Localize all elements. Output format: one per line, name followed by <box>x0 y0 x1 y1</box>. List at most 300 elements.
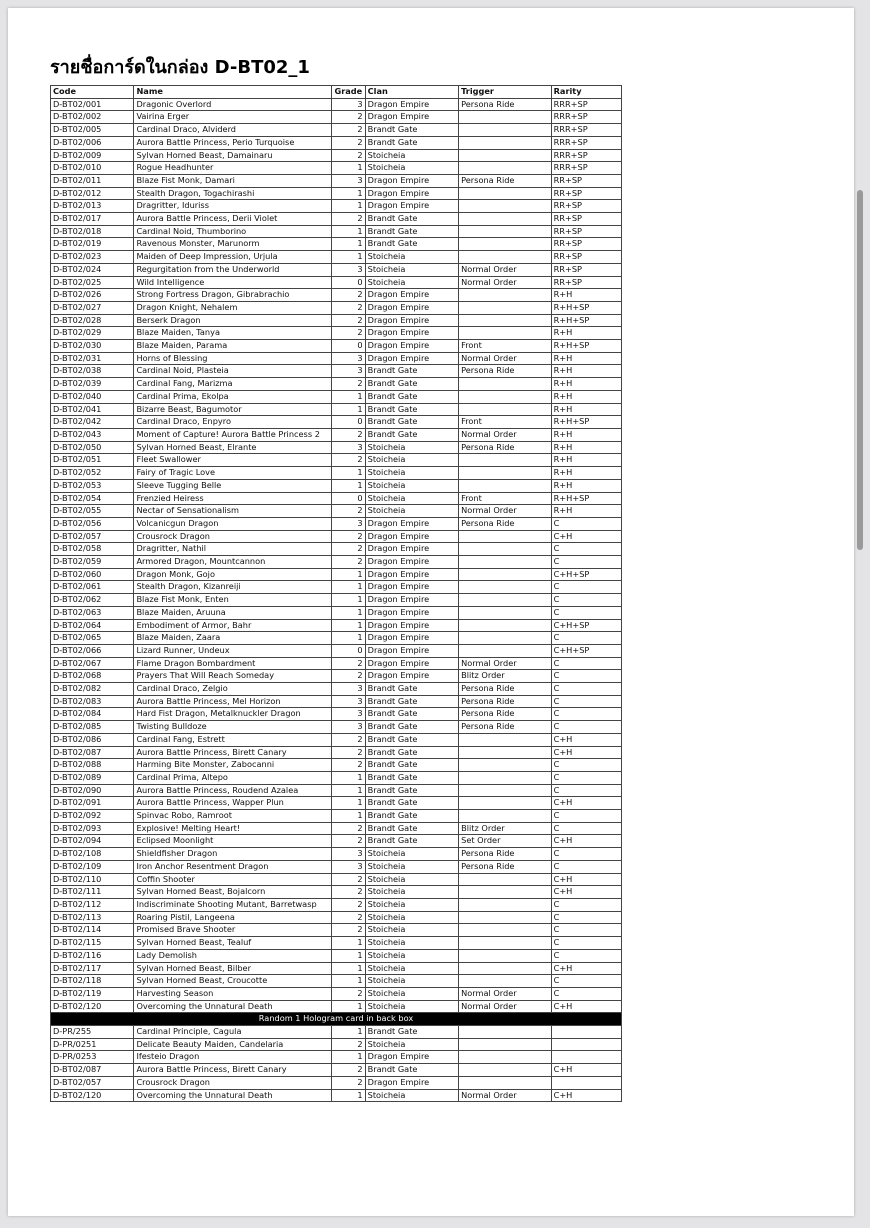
cell-code: D-BT02/043 <box>51 428 134 441</box>
cell-trigger <box>459 543 551 556</box>
cell-trigger: Normal Order <box>459 276 551 289</box>
header-rarity: Rarity <box>551 86 621 99</box>
cell-trigger: Persona Ride <box>459 721 551 734</box>
cell-clan: Dragon Empire <box>365 314 458 327</box>
cell-rarity: C+H <box>551 530 621 543</box>
cell-clan: Brandt Gate <box>365 428 458 441</box>
cell-grade: 0 <box>332 416 365 429</box>
table-header-row <box>51 86 622 99</box>
cell-code: D-BT02/011 <box>51 174 134 187</box>
cell-grade: 2 <box>332 136 365 149</box>
cell-code: D-BT02/110 <box>51 873 134 886</box>
cell-name: Promised Brave Shooter <box>134 924 332 937</box>
cell-trigger <box>459 771 551 784</box>
table-row <box>51 784 622 797</box>
table-row <box>51 187 622 200</box>
cell-code: D-BT02/039 <box>51 378 134 391</box>
cell-trigger <box>459 378 551 391</box>
cell-grade: 1 <box>332 403 365 416</box>
cell-grade: 2 <box>332 556 365 569</box>
cell-name: Sylvan Horned Beast, Bilber <box>134 962 332 975</box>
cell-name: Dragritter, Iduriss <box>134 200 332 213</box>
cell-trigger <box>459 911 551 924</box>
cell-name: Bizarre Beast, Bagumotor <box>134 403 332 416</box>
cell-code: D-BT02/108 <box>51 848 134 861</box>
cell-trigger <box>459 162 551 175</box>
table-row <box>51 378 622 391</box>
cell-trigger: Front <box>459 492 551 505</box>
cell-grade: 1 <box>332 606 365 619</box>
cell-grade: 3 <box>332 517 365 530</box>
cell-rarity: C <box>551 759 621 772</box>
header-name: Name <box>134 86 332 99</box>
cell-trigger <box>459 467 551 480</box>
cell-grade: 1 <box>332 200 365 213</box>
cell-name: Lady Demolish <box>134 949 332 962</box>
table-row <box>51 1076 622 1089</box>
cell-code: D-BT02/116 <box>51 949 134 962</box>
cell-trigger <box>459 568 551 581</box>
table-row <box>51 670 622 683</box>
cell-name: Delicate Beauty Maiden, Candelaria <box>134 1038 332 1051</box>
cell-code: D-BT02/060 <box>51 568 134 581</box>
cell-name: Spinvac Robo, Ramroot <box>134 810 332 823</box>
cell-rarity: C <box>551 911 621 924</box>
cell-trigger <box>459 619 551 632</box>
cell-code: D-PR/0253 <box>51 1051 134 1064</box>
cell-name: Sleeve Tugging Belle <box>134 479 332 492</box>
cell-clan: Stoicheia <box>365 263 458 276</box>
cell-rarity: C+H <box>551 733 621 746</box>
cell-grade: 2 <box>332 822 365 835</box>
table-row <box>51 390 622 403</box>
cell-rarity: C <box>551 975 621 988</box>
cell-grade: 0 <box>332 644 365 657</box>
table-row <box>51 1000 622 1013</box>
cell-rarity: C <box>551 683 621 696</box>
table-body <box>51 98 622 1102</box>
cell-grade: 1 <box>332 619 365 632</box>
cell-code: D-BT02/024 <box>51 263 134 276</box>
cell-code: D-BT02/017 <box>51 213 134 226</box>
cell-trigger <box>459 479 551 492</box>
cell-trigger <box>459 124 551 137</box>
table-row <box>51 124 622 137</box>
cell-trigger <box>459 187 551 200</box>
cell-clan: Stoicheia <box>365 492 458 505</box>
cell-clan: Stoicheia <box>365 1038 458 1051</box>
cell-trigger <box>459 594 551 607</box>
cell-grade: 2 <box>332 149 365 162</box>
table-row <box>51 848 622 861</box>
cell-name: Eclipsed Moonlight <box>134 835 332 848</box>
cell-grade: 2 <box>332 911 365 924</box>
cell-trigger: Persona Ride <box>459 365 551 378</box>
cell-rarity: C+H+SP <box>551 619 621 632</box>
cell-grade: 2 <box>332 301 365 314</box>
cell-name: Horns of Blessing <box>134 352 332 365</box>
cell-rarity: RR+SP <box>551 187 621 200</box>
table-row <box>51 162 622 175</box>
cell-rarity: R+H <box>551 327 621 340</box>
table-row <box>51 467 622 480</box>
cell-clan: Brandt Gate <box>365 136 458 149</box>
cell-trigger <box>459 556 551 569</box>
cell-grade: 2 <box>332 886 365 899</box>
cell-clan: Dragon Empire <box>365 98 458 111</box>
table-row <box>51 314 622 327</box>
cell-rarity: C+H <box>551 1064 621 1077</box>
cell-rarity: R+H+SP <box>551 416 621 429</box>
cell-code: D-BT02/090 <box>51 784 134 797</box>
cell-clan: Dragon Empire <box>365 556 458 569</box>
cell-grade: 2 <box>332 1064 365 1077</box>
table-row <box>51 899 622 912</box>
cell-clan: Dragon Empire <box>365 111 458 124</box>
cell-grade: 2 <box>332 111 365 124</box>
cell-clan: Dragon Empire <box>365 632 458 645</box>
cell-grade: 3 <box>332 721 365 734</box>
table-row <box>51 441 622 454</box>
cell-trigger <box>459 746 551 759</box>
cell-name: Harming Bite Monster, Zabocanni <box>134 759 332 772</box>
table-row <box>51 771 622 784</box>
cell-rarity: R+H+SP <box>551 492 621 505</box>
cell-trigger <box>459 784 551 797</box>
table-row <box>51 1038 622 1051</box>
cell-trigger <box>459 1076 551 1089</box>
cell-grade: 1 <box>332 784 365 797</box>
cell-code: D-BT02/112 <box>51 899 134 912</box>
cell-grade: 2 <box>332 314 365 327</box>
cell-code: D-BT02/118 <box>51 975 134 988</box>
cell-grade: 2 <box>332 289 365 302</box>
table-row <box>51 543 622 556</box>
cell-grade: 2 <box>332 733 365 746</box>
cell-grade: 2 <box>332 505 365 518</box>
cell-grade: 2 <box>332 924 365 937</box>
cell-code: D-BT02/120 <box>51 1000 134 1013</box>
cell-clan: Brandt Gate <box>365 721 458 734</box>
cell-clan: Brandt Gate <box>365 378 458 391</box>
cell-name: Roaring Pistil, Langeena <box>134 911 332 924</box>
cell-rarity: C <box>551 721 621 734</box>
cell-rarity: C+H+SP <box>551 644 621 657</box>
cell-name: Overcoming the Unnatural Death <box>134 1000 332 1013</box>
cell-code: D-BT02/059 <box>51 556 134 569</box>
cell-clan: Brandt Gate <box>365 403 458 416</box>
table-row <box>51 276 622 289</box>
cell-name: Cardinal Fang, Marizma <box>134 378 332 391</box>
cell-trigger: Normal Order <box>459 352 551 365</box>
cell-name: Shieldfisher Dragon <box>134 848 332 861</box>
cell-rarity: RR+SP <box>551 276 621 289</box>
cell-trigger <box>459 733 551 746</box>
cell-name: Wild Intelligence <box>134 276 332 289</box>
cell-name: Stealth Dragon, Kizanreiji <box>134 581 332 594</box>
cell-rarity: C <box>551 784 621 797</box>
cell-rarity: C <box>551 987 621 1000</box>
cell-trigger <box>459 200 551 213</box>
cell-code: D-BT02/042 <box>51 416 134 429</box>
cell-rarity: R+H <box>551 454 621 467</box>
table-row <box>51 492 622 505</box>
cell-trigger: Persona Ride <box>459 708 551 721</box>
cell-trigger <box>459 111 551 124</box>
cell-name: Sylvan Horned Beast, Damainaru <box>134 149 332 162</box>
cell-grade: 1 <box>332 937 365 950</box>
cell-clan: Stoicheia <box>365 479 458 492</box>
cell-rarity: RRR+SP <box>551 98 621 111</box>
cell-name: Aurora Battle Princess, Perio Turquoise <box>134 136 332 149</box>
cell-grade: 0 <box>332 276 365 289</box>
cell-code: D-BT02/026 <box>51 289 134 302</box>
cell-grade: 2 <box>332 670 365 683</box>
cell-trigger <box>459 327 551 340</box>
cell-name: Aurora Battle Princess, Birett Canary <box>134 1064 332 1077</box>
table-row <box>51 594 622 607</box>
cell-clan: Stoicheia <box>365 899 458 912</box>
cell-code: D-BT02/025 <box>51 276 134 289</box>
cell-grade: 2 <box>332 987 365 1000</box>
cell-clan: Dragon Empire <box>365 670 458 683</box>
cell-name: Blaze Maiden, Tanya <box>134 327 332 340</box>
cell-trigger <box>459 213 551 226</box>
cell-grade: 2 <box>332 1076 365 1089</box>
cell-trigger <box>459 886 551 899</box>
cell-code: D-BT02/053 <box>51 479 134 492</box>
cell-trigger <box>459 225 551 238</box>
cell-name: Iron Anchor Resentment Dragon <box>134 860 332 873</box>
cell-name: Armored Dragon, Mountcannon <box>134 556 332 569</box>
cell-grade: 1 <box>332 1089 365 1102</box>
header-clan: Clan <box>365 86 458 99</box>
cell-rarity: R+H <box>551 479 621 492</box>
cell-trigger: Persona Ride <box>459 683 551 696</box>
cell-name: Stealth Dragon, Togachirashi <box>134 187 332 200</box>
cell-name: Aurora Battle Princess, Wapper Plun <box>134 797 332 810</box>
cell-code: D-BT02/058 <box>51 543 134 556</box>
cell-rarity: C <box>551 937 621 950</box>
cell-clan: Dragon Empire <box>365 352 458 365</box>
cell-clan: Brandt Gate <box>365 1026 458 1039</box>
cell-grade: 3 <box>332 98 365 111</box>
header-code: Code <box>51 86 134 99</box>
cell-name: Ravenous Monster, Marunorm <box>134 238 332 251</box>
cell-trigger: Persona Ride <box>459 174 551 187</box>
cell-trigger: Front <box>459 416 551 429</box>
cell-code: D-BT02/057 <box>51 530 134 543</box>
cell-rarity: C <box>551 771 621 784</box>
cell-code: D-BT02/052 <box>51 467 134 480</box>
cell-rarity: C <box>551 543 621 556</box>
cell-clan: Brandt Gate <box>365 238 458 251</box>
cell-rarity <box>551 1026 621 1039</box>
table-row <box>51 975 622 988</box>
cell-code: D-BT02/115 <box>51 937 134 950</box>
cell-rarity: C+H <box>551 835 621 848</box>
cell-rarity: R+H <box>551 428 621 441</box>
cell-clan: Stoicheia <box>365 873 458 886</box>
cell-clan: Dragon Empire <box>365 581 458 594</box>
cell-trigger <box>459 810 551 823</box>
cell-rarity: R+H <box>551 441 621 454</box>
table-row <box>51 174 622 187</box>
table-row <box>51 340 622 353</box>
cell-grade: 1 <box>332 962 365 975</box>
cell-rarity <box>551 1076 621 1089</box>
cell-grade: 1 <box>332 1000 365 1013</box>
cell-clan: Stoicheia <box>365 911 458 924</box>
table-row <box>51 683 622 696</box>
cell-rarity: C <box>551 657 621 670</box>
cell-name: Aurora Battle Princess, Derii Violet <box>134 213 332 226</box>
cell-name: Explosive! Melting Heart! <box>134 822 332 835</box>
cell-trigger <box>459 873 551 886</box>
cell-grade: 3 <box>332 174 365 187</box>
table-row <box>51 937 622 950</box>
cell-trigger <box>459 289 551 302</box>
cell-name: Cardinal Prima, Altepo <box>134 771 332 784</box>
cell-trigger <box>459 644 551 657</box>
cell-clan: Stoicheia <box>365 886 458 899</box>
cell-name: Overcoming the Unnatural Death <box>134 1089 332 1102</box>
cell-rarity: RR+SP <box>551 238 621 251</box>
cell-trigger <box>459 403 551 416</box>
cell-clan: Brandt Gate <box>365 124 458 137</box>
cell-name: Cardinal Noid, Plasteia <box>134 365 332 378</box>
cell-trigger: Normal Order <box>459 428 551 441</box>
cell-name: Fairy of Tragic Love <box>134 467 332 480</box>
cell-trigger <box>459 314 551 327</box>
cell-grade: 2 <box>332 428 365 441</box>
cell-clan: Brandt Gate <box>365 683 458 696</box>
cell-clan: Stoicheia <box>365 949 458 962</box>
cell-name: Blaze Maiden, Aruuna <box>134 606 332 619</box>
table-row <box>51 1026 622 1039</box>
cell-name: Cardinal Draco, Alviderd <box>134 124 332 137</box>
cell-code: D-BT02/066 <box>51 644 134 657</box>
table-row <box>51 886 622 899</box>
cell-rarity: C+H <box>551 746 621 759</box>
cell-grade: 3 <box>332 848 365 861</box>
cell-grade: 2 <box>332 657 365 670</box>
cell-trigger <box>459 390 551 403</box>
cell-name: Fleet Swallower <box>134 454 332 467</box>
cell-trigger <box>459 581 551 594</box>
cell-rarity: R+H <box>551 505 621 518</box>
cell-rarity: R+H <box>551 352 621 365</box>
card-list-table <box>50 85 622 1102</box>
table-row <box>51 708 622 721</box>
table-row <box>51 289 622 302</box>
cell-clan: Dragon Empire <box>365 289 458 302</box>
cell-rarity: RR+SP <box>551 213 621 226</box>
cell-grade: 0 <box>332 340 365 353</box>
table-row <box>51 835 622 848</box>
cell-name: Aurora Battle Princess, Roudend Azalea <box>134 784 332 797</box>
cell-code: D-BT02/087 <box>51 746 134 759</box>
table-row <box>51 860 622 873</box>
table-row <box>51 632 622 645</box>
cell-grade: 1 <box>332 797 365 810</box>
cell-trigger <box>459 606 551 619</box>
cell-trigger: Normal Order <box>459 505 551 518</box>
cell-code: D-BT02/089 <box>51 771 134 784</box>
table-row <box>51 721 622 734</box>
cell-name: Prayers That Will Reach Someday <box>134 670 332 683</box>
table-row <box>51 1064 622 1077</box>
cell-trigger: Normal Order <box>459 657 551 670</box>
cell-clan: Stoicheia <box>365 962 458 975</box>
cell-clan: Stoicheia <box>365 924 458 937</box>
cell-clan: Stoicheia <box>365 975 458 988</box>
cell-code: D-BT02/054 <box>51 492 134 505</box>
cell-rarity: R+H <box>551 467 621 480</box>
cell-trigger <box>459 136 551 149</box>
table-row <box>51 949 622 962</box>
cell-code: D-BT02/113 <box>51 911 134 924</box>
cell-grade: 2 <box>332 543 365 556</box>
table-row <box>51 873 622 886</box>
cell-code: D-BT02/055 <box>51 505 134 518</box>
cell-name: Vairina Erger <box>134 111 332 124</box>
cell-clan: Brandt Gate <box>365 695 458 708</box>
cell-code: D-BT02/002 <box>51 111 134 124</box>
cell-grade: 3 <box>332 708 365 721</box>
cell-grade: 2 <box>332 1038 365 1051</box>
cell-grade: 1 <box>332 225 365 238</box>
cell-rarity: C <box>551 848 621 861</box>
cell-grade: 1 <box>332 1026 365 1039</box>
cell-trigger: Persona Ride <box>459 848 551 861</box>
cell-rarity: C <box>551 556 621 569</box>
cell-rarity: C <box>551 822 621 835</box>
cell-name: Crousrock Dragon <box>134 1076 332 1089</box>
cell-trigger <box>459 1051 551 1064</box>
cell-name: Berserk Dragon <box>134 314 332 327</box>
cell-code: D-BT02/084 <box>51 708 134 721</box>
cell-trigger <box>459 759 551 772</box>
cell-code: D-BT02/009 <box>51 149 134 162</box>
cell-name: Cardinal Draco, Enpyro <box>134 416 332 429</box>
cell-rarity: C <box>551 899 621 912</box>
cell-trigger: Persona Ride <box>459 860 551 873</box>
vertical-scrollbar[interactable] <box>857 190 863 550</box>
cell-name: Hard Fist Dragon, Metalknuckler Dragon <box>134 708 332 721</box>
cell-clan: Brandt Gate <box>365 822 458 835</box>
cell-trigger <box>459 149 551 162</box>
table-row <box>51 327 622 340</box>
cell-trigger <box>459 530 551 543</box>
cell-code: D-BT02/064 <box>51 619 134 632</box>
cell-code: D-BT02/030 <box>51 340 134 353</box>
cell-code: D-BT02/082 <box>51 683 134 696</box>
cell-trigger <box>459 251 551 264</box>
cell-clan: Dragon Empire <box>365 187 458 200</box>
cell-grade: 1 <box>332 771 365 784</box>
cell-name: Dragonic Overlord <box>134 98 332 111</box>
cell-clan: Dragon Empire <box>365 1076 458 1089</box>
cell-clan: Brandt Gate <box>365 771 458 784</box>
cell-name: Frenzied Heiress <box>134 492 332 505</box>
cell-trigger: Persona Ride <box>459 517 551 530</box>
cell-code: D-BT02/083 <box>51 695 134 708</box>
cell-code: D-BT02/041 <box>51 403 134 416</box>
cell-trigger: Persona Ride <box>459 695 551 708</box>
cell-grade: 1 <box>332 1051 365 1064</box>
table-row <box>51 263 622 276</box>
